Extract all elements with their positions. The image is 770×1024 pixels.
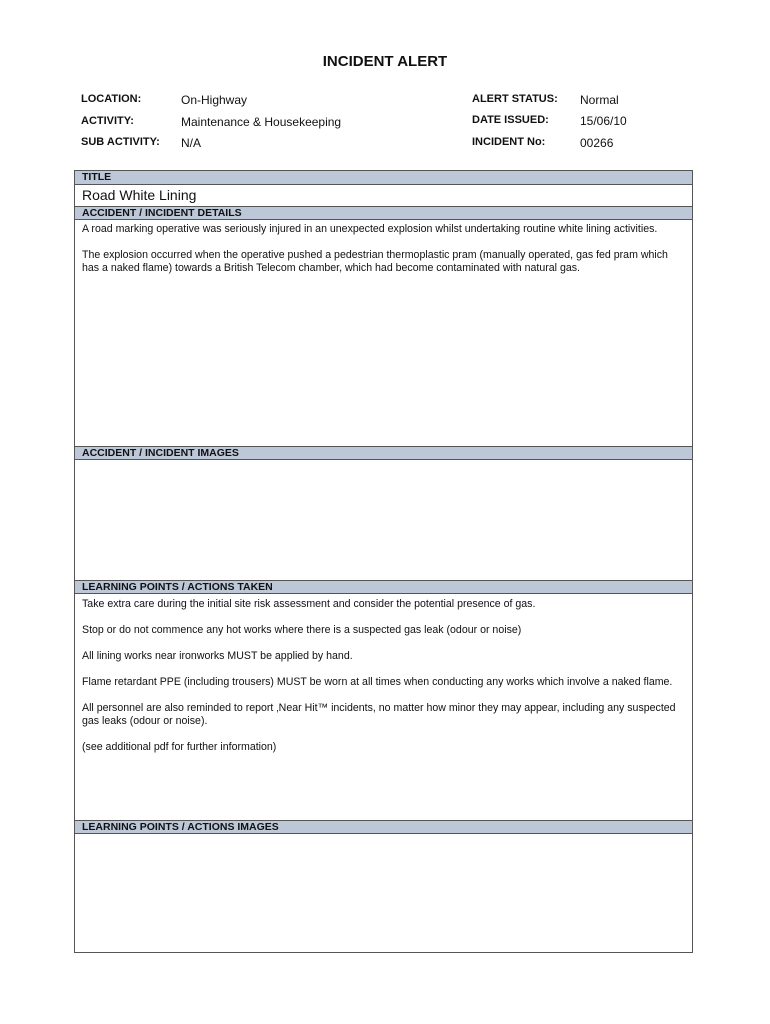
alert-status-value: Normal: [580, 93, 619, 107]
document-title: INCIDENT ALERT: [322, 53, 448, 70]
learning-paragraph: Flame retardant PPE (including trousers) MUST be worn at all times when conducting any works which involve a naked flame.: [82, 676, 673, 688]
location-value: On-Highway: [181, 93, 248, 107]
learning-body: [82, 598, 682, 767]
learning-paragraph: Stop or do not commence any hot works where there is a suspected gas leak (odour or noise): [82, 624, 522, 636]
details-paragraph: A road marking operative was seriously injured in an unexpected explosion whilst undertaking routine white lining activities.: [82, 223, 658, 235]
date-issued-value: 15/06/10: [580, 114, 627, 128]
learning-paragraph: (see additional pdf for further information): [82, 741, 277, 753]
incident-form-box: [74, 170, 693, 953]
learning-paragraph: All lining works near ironworks MUST be applied by hand.: [82, 650, 353, 662]
images-section-header: ACCIDENT / INCIDENT IMAGES: [75, 446, 692, 460]
details-paragraph: The explosion occurred when the operative pushed a pedestrian thermoplastic pram (manually operated, gas fed pram which has a naked flame) towards a British Telecom chamber, which had become contaminated with natural gas.: [82, 249, 668, 274]
incident-title: Road White Lining: [82, 187, 197, 203]
sub-activity-value: N/A: [181, 136, 202, 150]
incident-no-label: INCIDENT No:: [472, 136, 546, 148]
learning-paragraph: All personnel are also reminded to report ‚Near Hit™ incidents, no matter how minor they may appear, including any suspected gas leaks (odour or noise).: [82, 702, 676, 727]
details-section-header: ACCIDENT / INCIDENT DETAILS: [75, 206, 692, 220]
activity-value: Maintenance & Housekeeping: [181, 115, 342, 129]
details-body: [82, 223, 682, 288]
sub-activity-label: SUB ACTIVITY:: [81, 136, 160, 148]
location-label: LOCATION:: [81, 93, 142, 105]
date-issued-label: DATE ISSUED:: [472, 114, 549, 126]
activity-label: ACTIVITY:: [81, 115, 134, 127]
learning-images-section-header: LEARNING POINTS / ACTIONS IMAGES: [75, 820, 692, 834]
learning-section-header: LEARNING POINTS / ACTIONS TAKEN: [75, 580, 692, 594]
images-area: [82, 462, 682, 580]
alert-status-label: ALERT STATUS:: [472, 93, 558, 105]
learning-paragraph: Take extra care during the initial site risk assessment and consider the potential presence of gas.: [82, 598, 536, 610]
learning-images-area: [82, 836, 682, 946]
incident-no-value: 00266: [580, 136, 614, 150]
title-section-header: TITLE: [75, 171, 692, 185]
